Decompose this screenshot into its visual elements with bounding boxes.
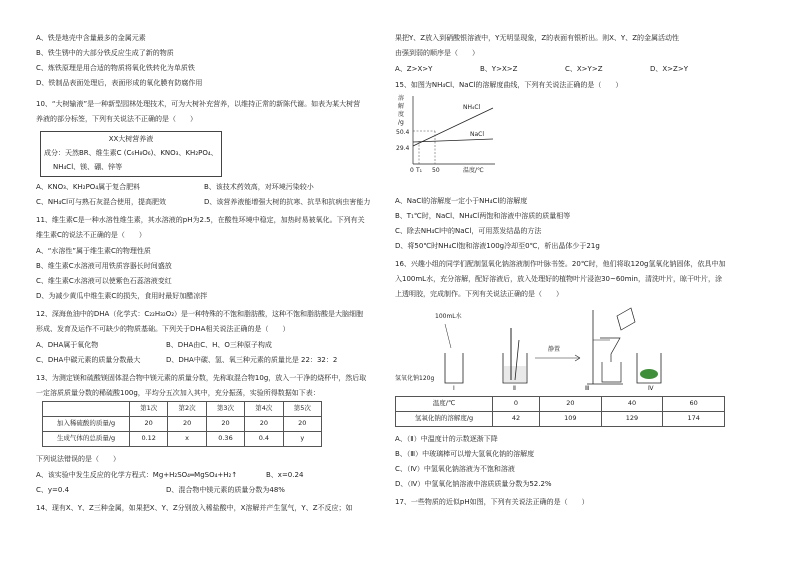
q15-ytick-low: 29.4 xyxy=(396,145,410,152)
q15-series-nacl: NaCl xyxy=(470,131,485,138)
q16-stage-3: Ⅲ xyxy=(585,385,590,392)
q12-option-a: A、DHA属于氧化物 xyxy=(36,341,99,349)
q15-option-b: B、T₁℃时，NaCl、NH₄Cl两饱和溶液中溶质的质量相等 xyxy=(395,212,571,220)
table-cell: 第4次 xyxy=(245,402,283,417)
q16-option-c: C、（Ⅳ）中氢氧化钠溶液为不饱和溶液 xyxy=(395,465,515,473)
table-cell: 0.4 xyxy=(245,432,283,447)
table-cell: 20 xyxy=(283,417,321,432)
q16-stage-4: Ⅳ xyxy=(648,385,654,392)
table-cell: 109 xyxy=(540,412,602,427)
q15-ylabel-1: 溶 xyxy=(398,95,405,102)
q11-option-b: B、维生素C水溶液可用铁质容器长时间盛放 xyxy=(36,262,172,270)
q15-xtick-50: 50 xyxy=(432,167,440,174)
q12-stem-line2: 形成、发育及运作不可缺少的物质基础。下列关于DHA相关说法正确的是（ ） xyxy=(36,325,290,333)
q10-box-title: XX大树营养液 xyxy=(108,135,154,143)
q15-xtick-0: 0 xyxy=(410,167,414,174)
q13-subquestion: 下列说法错误的是（ ） xyxy=(36,455,120,463)
q10-option-a: A、KNO₃、KH₂PO₄属于复合肥料 xyxy=(36,183,141,191)
table-row xyxy=(43,417,322,432)
q16-option-b: B、（Ⅲ）中玻璃棒可以增大氢氧化钠的溶解度 xyxy=(395,450,535,458)
q11-option-a: A、“水溶性”属于维生素C的物理性质 xyxy=(36,247,151,255)
q16-stem-line3: 上透明胶，完成制作。下列有关说法正确的是（ ） xyxy=(395,290,563,298)
q11-option-c: C、维生素C水溶液可以使紫色石蕊溶液变红 xyxy=(36,277,172,285)
q11-option-d: D、为减少黄瓜中维生素C的损失，食用时最好加醋凉拌 xyxy=(36,292,208,300)
q13-stem-line2: 一定溶质质量分数的稀硫酸100g，平均分五次加入其中，充分振荡，实验所得数据如下表： xyxy=(36,389,320,397)
funnel xyxy=(600,338,620,362)
leaf-icon xyxy=(640,369,658,379)
table-cell: 第5次 xyxy=(283,402,321,417)
table-cell: 生成气体的总质量/g xyxy=(43,432,130,447)
q13-option-b: B、x=0.24 xyxy=(266,471,304,479)
pouring-beaker xyxy=(617,308,635,330)
q14-option-b: B、Y>X>Z xyxy=(480,65,518,73)
table-cell: 加入稀硫酸的质量/g xyxy=(43,417,130,432)
q11-stem-line2: 维生素C的说法不正确的是（ ） xyxy=(36,231,146,239)
q16-still-label: 静置 xyxy=(548,346,561,353)
table-cell: 第3次 xyxy=(206,402,244,417)
q16-solid-label: 氢氧化钠120g xyxy=(395,375,435,382)
table-cell: 氢氧化钠的溶解度/g xyxy=(396,412,493,427)
q12-option-c: C、DHA中碳元素的质量分数最大 xyxy=(36,356,141,364)
q13-option-c: C、y=0.4 xyxy=(36,486,70,494)
q14-stem: 14、现有X、Y、Z三种金属，如果把X、Y、Z分别放入稀盐酸中，X溶解并产生氢气，Y、Z不反应；如 xyxy=(36,504,353,512)
beaker-3 xyxy=(602,362,621,382)
q15-option-c: C、除去NH₄Cl中的NaCl，可用蒸发结晶的方法 xyxy=(395,227,542,235)
q13-option-d: D、混合物中镁元素的质量分数为48% xyxy=(166,486,285,494)
q15-xlabel: 温度/℃ xyxy=(463,167,484,174)
q9-option-b: B、铁生锈中的大部分铁反应生成了新的物质 xyxy=(36,49,174,57)
table-cell: 0 xyxy=(493,397,540,412)
q9-option-c: C、炼铁原理是用合适的物质将氧化铁转化为单质铁 xyxy=(36,64,195,72)
table-cell: x xyxy=(168,432,206,447)
q13-stem-line1: 13、为测定镁和硫酸镁固体混合物中镁元素的质量分数，先称取混合物10g，放入一干净的烧杯中，然后取 xyxy=(36,374,367,382)
q11-stem-line1: 11、维生素C是一种水溶性维生素，其水溶液的pH为2.5，在酸性环境中稳定，加热时易被氧化。下列有关 xyxy=(36,216,365,224)
q10-option-c: C、NH₄Cl可与熟石灰混合使用，提高肥效 xyxy=(36,198,167,206)
q16-option-d: D、（Ⅳ）中氢氧化钠溶液中溶质质量分数为52.2% xyxy=(395,480,552,488)
q14-option-d: D、X>Z>Y xyxy=(650,65,688,73)
q17-stem: 17、一些物质的近似pH如图，下列有关说法正确的是（ ） xyxy=(395,498,589,506)
table-cell: 20 xyxy=(206,417,244,432)
q14-stem-cont-line1: 果把Y、Z放入到硝酸银溶液中，Y无明显现象，Z的表面有银析出。则X、Y、Z的金属活动性 xyxy=(395,34,680,42)
table-cell: 20 xyxy=(540,397,602,412)
q14-option-a: A、Z>X>Y xyxy=(395,65,433,73)
q15-option-d: D、将50℃时NH₄Cl饱和溶液100g冷却至0℃，析出晶体少于21g xyxy=(395,242,600,250)
q16-experiment-figure xyxy=(395,298,745,393)
q14-stem-cont-line2: 由强到弱的顺序是（ ） xyxy=(395,49,479,57)
table-cell: 60 xyxy=(663,397,725,412)
q15-stem: 15、如图为NH₄Cl、NaCl的溶解度曲线，下列有关说法正确的是（ ） xyxy=(395,81,623,89)
table-cell: 20 xyxy=(168,417,206,432)
table-cell: 174 xyxy=(663,412,725,427)
q16-water-label: 100mL水 xyxy=(435,313,462,320)
q14-option-c: C、X>Y>Z xyxy=(565,65,603,73)
table-cell: 第1次 xyxy=(130,402,168,417)
table-cell xyxy=(43,402,130,417)
q15-ytick-high: 50.4 xyxy=(396,129,410,136)
q10-stem-line1: 10、“大树输液”是一种新型园林处理技术，可为大树补充营养，以维持正常的新陈代谢。如表为某大树营 xyxy=(36,100,361,108)
q10-box-line2: NH₄Cl、镁、硼、锌等 xyxy=(53,163,123,171)
q15-solubility-chart xyxy=(395,92,535,192)
q15-ylabel-3: 度 xyxy=(398,111,405,118)
table-header-row xyxy=(43,402,322,417)
q9-option-d: D、铁制品表面处理后，表面形成的氧化膜有防腐作用 xyxy=(36,79,203,87)
q16-option-a: A、（Ⅱ）中温度计的示数逐渐下降 xyxy=(395,435,498,443)
q15-ylabel-2: 解 xyxy=(398,103,405,110)
q10-label-box xyxy=(40,131,222,177)
q16-stage-1: Ⅰ xyxy=(453,385,455,392)
table-cell: 129 xyxy=(601,412,663,427)
q16-stem-line2: 入100mL水，充分溶解，配好溶液后，放入处理好的植物叶片浸泡30~60min，清洗叶片，晾干叶片，涂 xyxy=(395,275,722,283)
q9-option-a: A、铁是地壳中含量最多的金属元素 xyxy=(36,34,146,42)
table-cell: 0.36 xyxy=(206,432,244,447)
q16-solubility-table xyxy=(395,396,725,427)
q12-stem-line1: 12、深海鱼油中的DHA（化学式：C₂₂H₃₂O₂）是一种特殊的不饱和脂肪酸，这种不饱和脂肪酸是大脑细胞 xyxy=(36,310,364,318)
q16-stem-line1: 16、兴趣小组的同学们配制氢氧化钠溶液制作叶脉书签。20℃时，他们将取120g氢氧化钠固体，依具中加 xyxy=(395,260,726,268)
table-cell: 0.12 xyxy=(130,432,168,447)
q16-stage-2: Ⅱ xyxy=(513,385,516,392)
q15-series-nh4cl: NH₄Cl xyxy=(463,104,481,111)
q10-box-line1: 成分：天然BR、维生素C (C₆H₈O₆)、KNO₃、KH₂PO₄、 xyxy=(44,149,218,157)
q10-option-b: B、该技术药效高，对环境污染较小 xyxy=(204,183,314,191)
table-cell: 第2次 xyxy=(168,402,206,417)
table-header-row xyxy=(396,397,725,412)
q16-water-pointer xyxy=(445,324,451,348)
table-cell: 20 xyxy=(130,417,168,432)
q10-stem-line2: 养液的部分标签，下列有关说法不正确的是（ ） xyxy=(36,115,197,123)
table-cell: 20 xyxy=(245,417,283,432)
q15-xtick-t1: T₁ xyxy=(416,167,423,174)
table-cell: 40 xyxy=(601,397,663,412)
table-cell: y xyxy=(283,432,321,447)
table-cell: 42 xyxy=(493,412,540,427)
q12-option-b: B、DHA由C、H、O三种原子构成 xyxy=(166,341,272,349)
q13-data-table xyxy=(42,401,322,447)
table-cell: 温度/℃ xyxy=(396,397,493,412)
q12-option-d: D、DHA中碳、氢、氧三种元素的质量比是 22：32：2 xyxy=(166,356,338,364)
table-row xyxy=(396,412,725,427)
q13-option-a: A、该实验中发生反应的化学方程式：Mg+H₂SO₄═MgSO₄+H₂↑ xyxy=(36,471,238,479)
q15-option-a: A、NaCl的溶解度一定小于NH₄Cl的溶解度 xyxy=(395,197,528,205)
q15-ylabel-4: /g xyxy=(398,119,404,126)
q10-option-d: D、该营养液能增强大树的抗寒、抗旱和抗病虫害能力 xyxy=(204,198,371,206)
beaker-1 xyxy=(445,353,463,383)
table-row xyxy=(43,432,322,447)
